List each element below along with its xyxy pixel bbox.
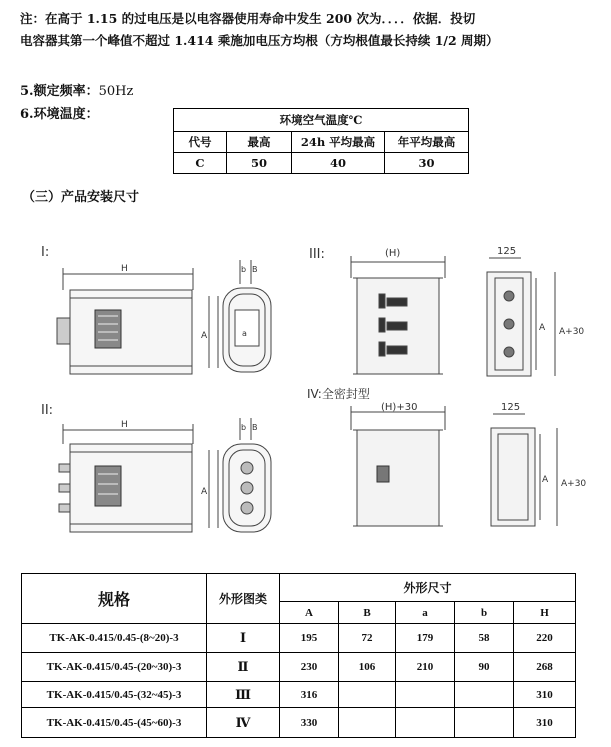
drawing-II-dim-B: B <box>252 423 258 432</box>
drawing-III-dim-125: 125 <box>497 246 517 257</box>
frequency-value: 50Hz <box>98 84 134 99</box>
env-cell-max: 50 <box>227 153 292 174</box>
drawing-IV-dim-H30: (H)+30 <box>381 402 418 413</box>
drawing-I-dim-a: a <box>242 329 247 338</box>
spec-cell-H: 268 <box>514 653 576 682</box>
spec-cell-A: 330 <box>280 708 339 738</box>
drawing-III-label: III: <box>309 247 325 262</box>
env-cell-24h: 40 <box>292 153 385 174</box>
drawing-I-dim-B: B <box>252 265 258 274</box>
spec-cell-spec: TK-AK-0.415/0.45-(45~60)-3 <box>22 708 207 738</box>
env-table-title: 环境空气温度℃ <box>174 109 469 132</box>
table-row <box>22 653 576 682</box>
installation-drawings <box>35 238 587 538</box>
spec-cell-b: 90 <box>455 653 514 682</box>
spec-col-B: B <box>339 602 396 624</box>
spec-cell-spec: TK-AK-0.415/0.45-(8~20)-3 <box>22 624 207 653</box>
spec-cell-b <box>455 682 514 708</box>
spec-cell-H: 310 <box>514 682 576 708</box>
section-title: （三）产品安装尺寸 <box>22 190 140 205</box>
drawing-I <box>41 245 271 374</box>
spec-cell-a <box>396 682 455 708</box>
drawing-I-dim-A: A <box>201 331 208 341</box>
drawing-II-dim-H: H <box>121 420 128 430</box>
drawing-I-label: I: <box>41 245 50 260</box>
drawing-III-dim-H: (H) <box>385 248 401 259</box>
spec-col-a: a <box>396 602 455 624</box>
drawing-II-label: II: <box>41 403 54 418</box>
spec-col-A: A <box>280 602 339 624</box>
drawing-IV-label: IV:全密封型 <box>307 387 370 401</box>
drawing-IV-dim-125: 125 <box>501 402 521 413</box>
spec-cell-spec: TK-AK-0.415/0.45-(20~30)-3 <box>22 653 207 682</box>
spec-header-type: 外形图类 <box>207 574 280 624</box>
spec-cell-b: 58 <box>455 624 514 653</box>
spec-col-H: H <box>514 602 576 624</box>
drawing-III-dim-A30: A+30 <box>559 327 585 337</box>
spec-header-spec: 规格 <box>22 574 207 624</box>
spec-cell-A: 316 <box>280 682 339 708</box>
drawing-III-dim-A: A <box>539 323 546 333</box>
env-header-code: 代号 <box>174 132 227 153</box>
note-line-1: 注：在高于 1.15 的过电压是以电容器使用寿命中发生 200 次为．．．．依据．投切 <box>20 11 476 26</box>
spec-cell-type: Ⅲ <box>207 682 280 708</box>
spec-cell-B <box>339 682 396 708</box>
drawing-IV-dim-A30: A+30 <box>561 479 587 489</box>
note-line-2: 电容器其第一个峰值不超过 1.414 乘施加电压方均根（方均根值最长持续 1/2 周期） <box>20 33 499 48</box>
env-header-max: 最高 <box>227 132 292 153</box>
ambient-temperature-label: 6.环境温度： <box>20 107 99 122</box>
spec-cell-B: 72 <box>339 624 396 653</box>
drawing-II-dim-A: A <box>201 487 208 497</box>
table-row <box>22 624 576 653</box>
drawing-II-dim-b: b <box>241 423 247 432</box>
drawing-I-dim-b: b <box>241 265 247 274</box>
spec-cell-b <box>455 708 514 738</box>
table-row <box>22 708 576 738</box>
env-header-24h: 24h 平均最高 <box>292 132 385 153</box>
spec-cell-a <box>396 708 455 738</box>
env-cell-code: C <box>174 153 227 174</box>
drawing-IV <box>307 386 586 526</box>
drawing-I-dim-H: H <box>121 264 128 274</box>
env-header-annual: 年平均最高 <box>385 132 469 153</box>
spec-cell-type: Ⅰ <box>207 624 280 653</box>
spec-cell-B: 106 <box>339 653 396 682</box>
spec-cell-spec: TK-AK-0.415/0.45-(32~45)-3 <box>22 682 207 708</box>
note-paragraph <box>20 8 600 52</box>
drawing-III <box>309 246 584 376</box>
drawing-IV-dim-A: A <box>542 475 549 485</box>
spec-cell-H: 220 <box>514 624 576 653</box>
spec-cell-a: 179 <box>396 624 455 653</box>
env-cell-annual: 30 <box>385 153 469 174</box>
table-row <box>22 682 576 708</box>
drawing-II <box>41 403 271 532</box>
spec-cell-B <box>339 708 396 738</box>
frequency-label: 5.额定频率： <box>20 84 99 99</box>
spec-cell-type: Ⅱ <box>207 653 280 682</box>
spec-cell-A: 195 <box>280 624 339 653</box>
rated-frequency <box>20 80 133 99</box>
ambient-temperature-table <box>173 108 469 174</box>
specification-table <box>21 573 576 738</box>
spec-cell-H: 310 <box>514 708 576 738</box>
spec-header-dims: 外形尺寸 <box>280 574 576 602</box>
spec-cell-type: Ⅳ <box>207 708 280 738</box>
spec-cell-a: 210 <box>396 653 455 682</box>
spec-cell-A: 230 <box>280 653 339 682</box>
spec-col-b: b <box>455 602 514 624</box>
